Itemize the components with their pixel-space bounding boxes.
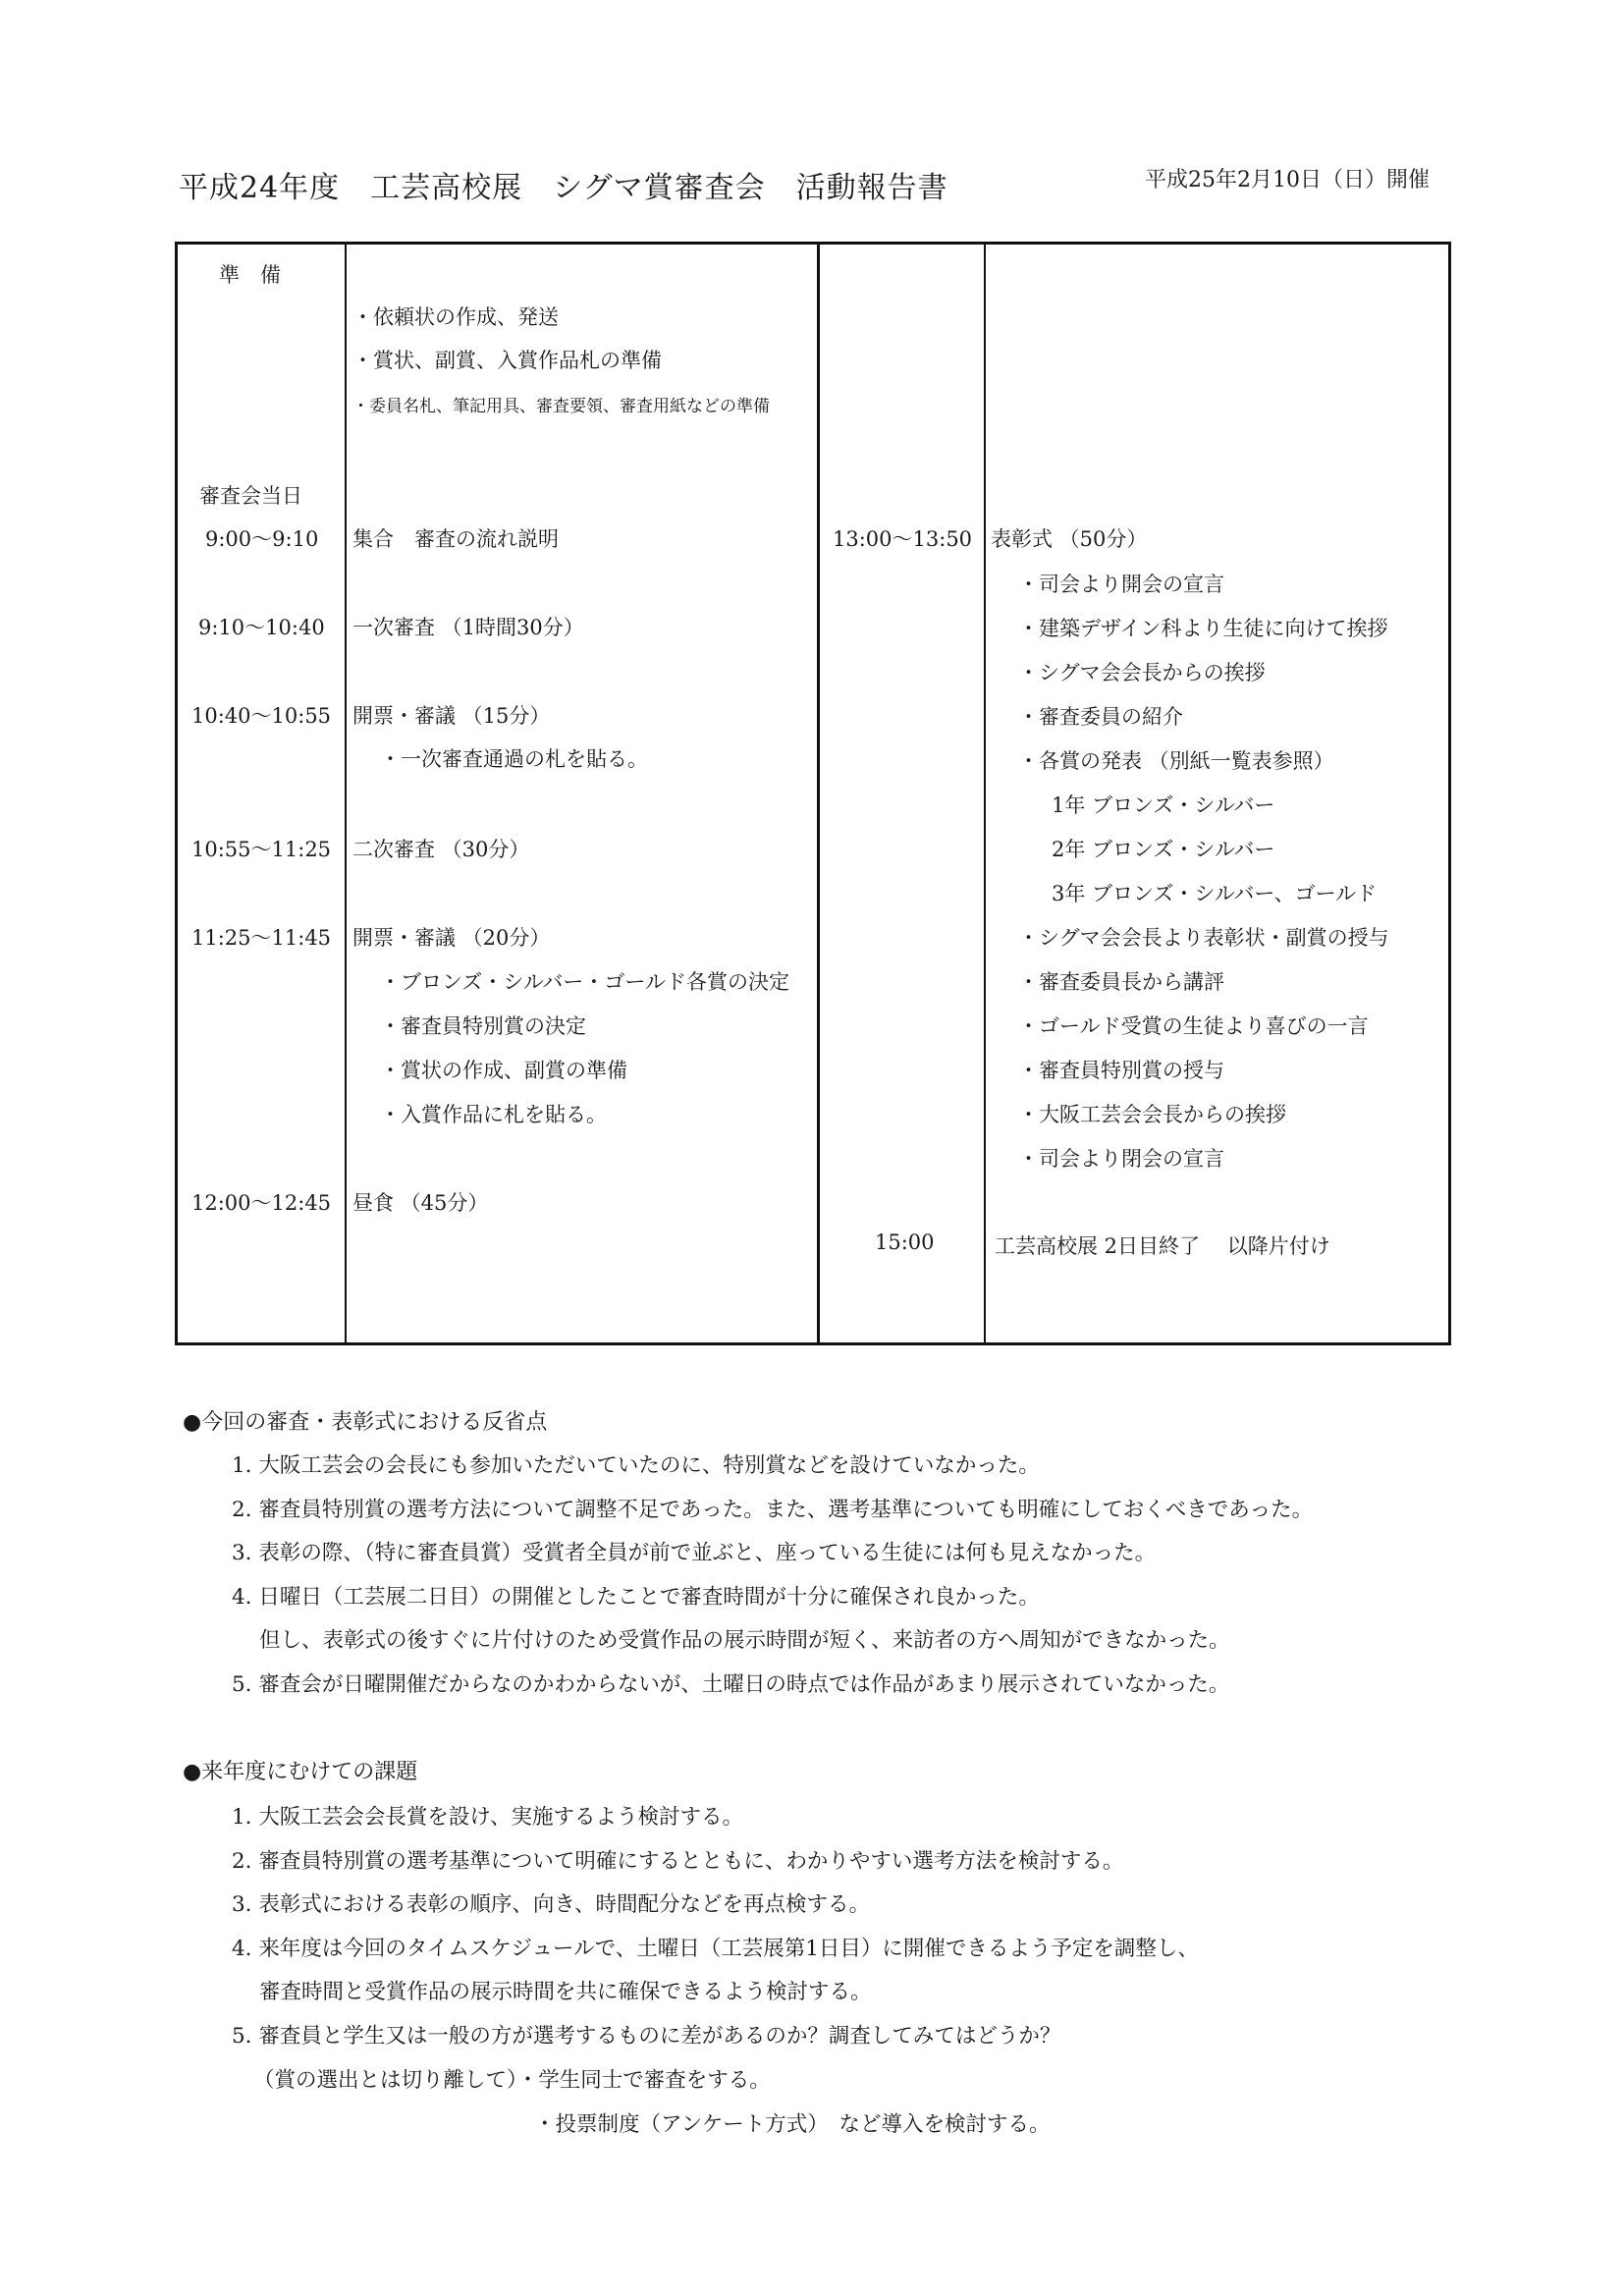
prep-item: ・依頼状の作成、発送 [352,305,559,329]
event-cell: 集合 審査の流れ説明 [352,527,559,551]
column-divider [984,245,986,1342]
reflection-item: 3. 表彰の際、（特に審査員賞）受賞者全員が前で並ぶと、座っている生徒には何も見えなかった。 [232,1541,1157,1565]
prep-item: ・賞状、副賞、入賞作品札の準備 [352,349,662,372]
event-sub-item: ・司会より閉会の宣言 [1018,1147,1224,1171]
time-cell: 12:00～12:45 [191,1191,332,1215]
event-sub-item: ・シグマ会会長より表彰状・副賞の授与 [1018,926,1389,950]
award-list-item: 1年 ブロンズ・シルバー [1052,793,1275,817]
column-divider [817,245,820,1342]
page-title: 平成24年度 工芸高校展 シグマ賞審査会 活動報告書 [179,171,948,205]
reflection-item: 2. 審査員特別賞の選考方法について調整不足であった。また、選考基準についても明確にしておくべきであった。 [232,1498,1314,1522]
time-cell: 9:00～9:10 [205,527,319,551]
event-sub-item: ・入賞作品に札を貼る。 [380,1103,607,1126]
event-cell: 昼食 （45分） [352,1191,489,1215]
event-sub-item: ・賞状の作成、副賞の準備 [380,1059,627,1082]
reflection-item: 1. 大阪工芸会の会長にも参加いただいていたのに、特別賞などを設けていなかった。 [232,1453,1040,1478]
event-sub-item: ・司会より開会の宣言 [1018,573,1224,596]
event-sub-item: ・審査員特別賞の決定 [380,1014,586,1038]
event-sub-item: ・一次審査通過の札を貼る。 [380,747,648,771]
column-divider [345,245,347,1342]
reflection-item: 4. 日曜日（工芸展二日目）の開催としたことで審査時間が十分に確保され良かった。 [232,1585,1040,1610]
event-date: 平成25年2月10日（日）開催 [1145,168,1430,192]
schedule-table [175,242,1451,1345]
event-sub-item: ・建築デザイン科より生徒に向けて挨拶 [1018,617,1388,640]
next-year-item: 3. 表彰式における表彰の順序、向き、時間配分などを再点検する。 [232,1892,870,1917]
next-year-heading: ●来年度にむけての課題 [183,1760,418,1784]
next-year-item-continued: ・投票制度（アンケート方式） など導入を検討する。 [534,2112,1051,2137]
time-cell: 11:25～11:45 [191,926,332,950]
award-list-item: 3年 ブロンズ・シルバー、ゴールド [1052,882,1378,905]
event-sub-item: ・シグマ会会長からの挨拶 [1018,661,1266,684]
event-sub-item: ・ブロンズ・シルバー・ゴールド各賞の決定 [380,970,789,994]
event-sub-item: ・ゴールド受賞の生徒より喜びの一言 [1018,1014,1369,1038]
reflection-item-continued: 但し、表彰式の後すぐに片付けのため受賞作品の展示時間が短く、来訪者の方へ周知ができなかった。 [259,1628,1230,1653]
event-cell: 表彰式 （50分） [991,527,1148,551]
time-cell: 13:00～13:50 [833,527,973,551]
next-year-item: 4. 来年度は今回のタイムスケジュールで、土曜日（工芸展第1日目）に開催できるよう予定を調整し、 [232,1937,1199,1961]
event-sub-item: ・大阪工芸会会長からの挨拶 [1018,1103,1286,1126]
event-sub-item: ・審査員特別賞の授与 [1018,1059,1224,1082]
event-sub-item: ・審査委員長から講評 [1018,970,1224,994]
event-cell: 一次審査 （1時間30分） [352,616,584,639]
time-cell: 10:55～11:25 [191,838,332,861]
next-year-item: 5. 審査員と学生又は一般の方が選考するものに差があるのか？調査してみてはどうか？ [232,2024,1061,2049]
event-sub-item: ・審査委員の紹介 [1018,705,1183,729]
day-label: 審査会当日 [199,484,302,508]
event-cell: 開票・審議 （20分） [352,926,551,950]
reflection-item: 5. 審査会が日曜開催だからなのかわからないが、土曜日の時点では作品があまり展示されていなかった。 [232,1672,1230,1697]
next-year-item: 1. 大阪工芸会会長賞を設け、実施するよう検討する。 [232,1805,743,1830]
next-year-item-continued: （賞の選出とは切り離して）・学生同士で審査をする。 [253,2068,771,2093]
next-year-item-continued: 審査時間と受賞作品の展示時間を共に確保できるよう検討する。 [259,1980,872,2004]
time-cell: 9:10～10:40 [198,616,325,639]
event-cell: 二次審査 （30分） [352,838,530,861]
reflection-heading: ●今回の審査・表彰式における反省点 [183,1410,548,1435]
time-cell: 15:00 [875,1230,935,1254]
next-year-item: 2. 審査員特別賞の選考基準について明確にするとともに、わかりやすい選考方法を検討する。 [232,1849,1124,1874]
prep-item: ・委員名札、筆記用具、審査要領、審査用紙などの準備 [352,397,770,416]
event-cell: 開票・審議 （15分） [352,704,551,728]
time-cell: 10:40～10:55 [191,704,332,728]
prep-label: 準 備 [219,263,281,287]
award-list-item: 2年 ブロンズ・シルバー [1052,838,1275,861]
event-cell: 工芸高校展 2日目終了 以降片付け [995,1234,1330,1258]
event-sub-item: ・各賞の発表 （別紙一覧表参照） [1018,749,1334,773]
